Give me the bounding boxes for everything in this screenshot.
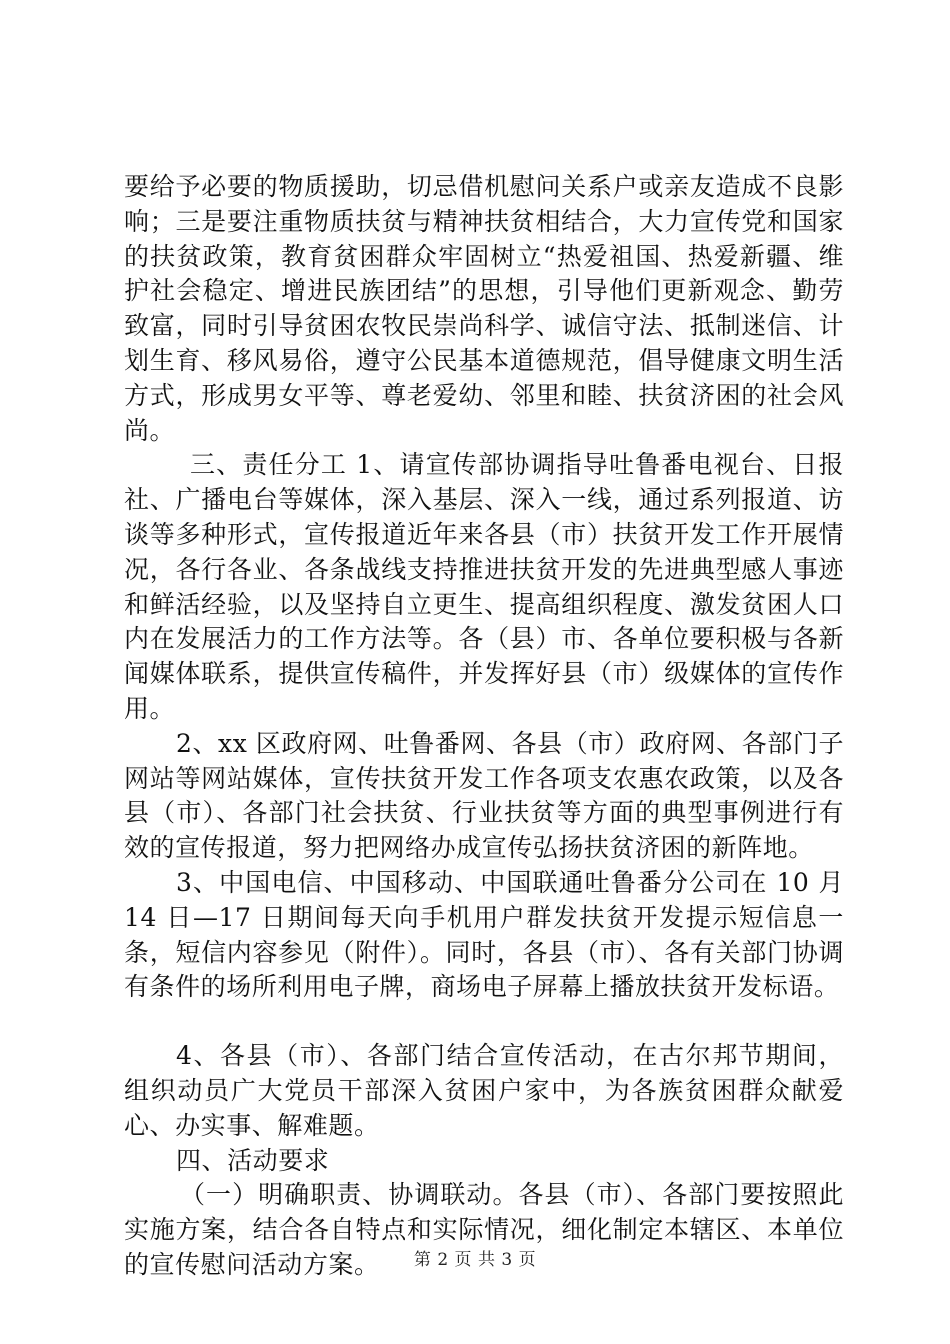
paragraph-section-three: 三、责任分工 1、请宣传部协调指导吐鲁番电视台、日报社、广播电台等媒体，深入基层、深入一线，通过系列报道、访谈等多种形式，宣传报道近年来各县（市）扶贫开发工作开展情况，各行各业、各条战线支持推进扶贫开发的先进典型感人事迹和鲜活经验，以及坚持自立更生、提高组织程度、激发贫困人口内在发展活力的工作方法等。各（县）市、各单位要积极与各新闻媒体联系，提供宣传稿件，并发挥好县（市）级媒体的宣传作用。 xyxy=(124,450,844,723)
paragraph-item-four: 4、各县（市）、各部门结合宣传活动，在古尔邦节期间，组织动员广大党员干部深入贫困户家中，为各族贫困群众献爱心、办实事、解难题。 xyxy=(124,1041,844,1140)
document-body xyxy=(124,170,844,1283)
paragraph-continuation: 要给予必要的物质援助，切忌借机慰问关系户或亲友造成不良影响；三是要注重物质扶贫与精神扶贫相结合，大力宣传党和国家的扶贫政策，教育贫困群众牢固树立“热爱祖国、热爱新疆、维护社会稳定、增进民族团结”的思想，引导他们更新观念、勤劳致富，同时引导贫困农牧民崇尚科学、诚信守法、抵制迷信、计划生育、移风易俗，遵守公民基本道德规范，倡导健康文明生活方式，形成男女平等、尊老爱幼、邻里和睦、扶贫济困的社会风尚。 xyxy=(124,172,844,445)
paragraph-requirement-one: （一）明确职责、协调联动。各县（市）、各部门要按照此实施方案，结合各自特点和实际情况，细化制定本辖区、本单位的宣传慰问活动方案。 xyxy=(124,1180,844,1279)
section-heading-four: 四、活动要求 xyxy=(176,1145,330,1175)
paragraph-item-two: 2、xx 区政府网、吐鲁番网、各县（市）政府网、各部门子网站等网站媒体，宣传扶贫开发工作各项支农惠农政策，以及各县（市）、各部门社会扶贫、行业扶贫等方面的典型事例进行有效的宣传报道，努力把网络办成宣传弘扬扶贫济困的新阵地。 xyxy=(124,728,844,863)
page-footer: 第 2 页 共 3 页 xyxy=(413,1250,537,1270)
paragraph-item-three: 3、中国电信、中国移动、中国联通吐鲁番分公司在 10 月14 日—17 日期间每天向手机用户群发扶贫开发提示短信息一条，短信内容参见（附件）。同时，各县（市）、各有关部门协调有条件的场所利用电子牌，商场电子屏幕上播放扶贫开发标语。 xyxy=(124,867,844,1002)
